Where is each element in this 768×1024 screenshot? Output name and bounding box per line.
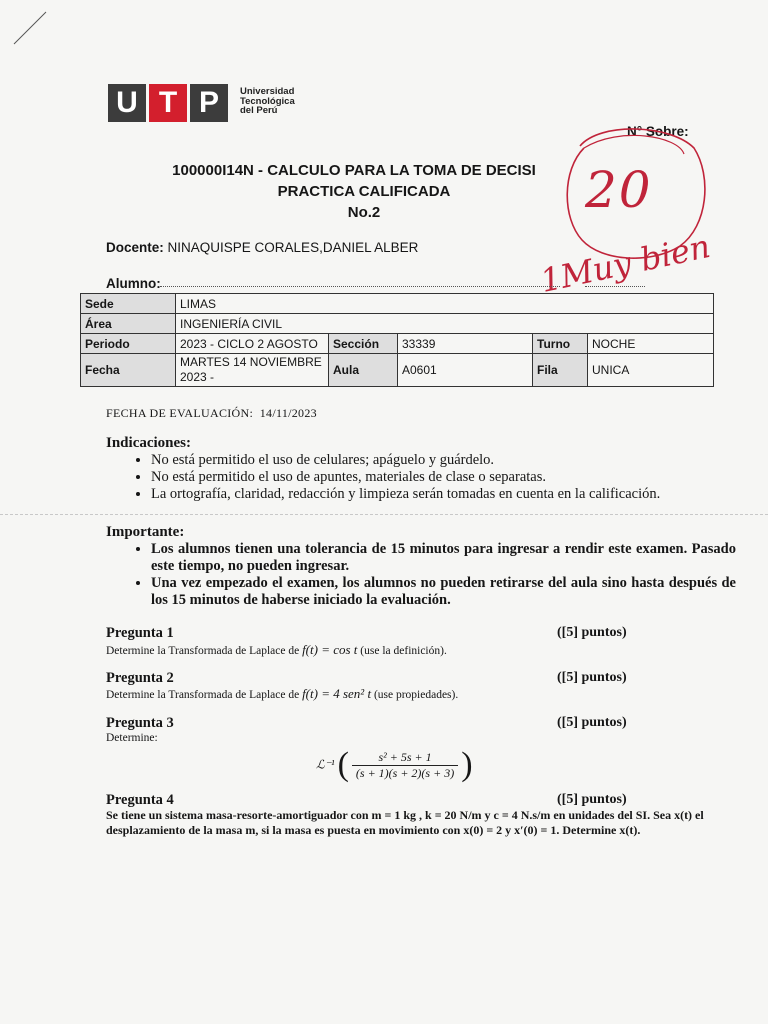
seccion-value: 33339: [398, 334, 533, 354]
pencil-mark: [0, 0, 60, 60]
sede-label: Sede: [81, 294, 176, 314]
list-item: • Una vez empezado el examen, los alumnos no pueden retirarse del aula sino hasta después de los 15 minutos de haberse iniciado la evaluación.: [151, 575, 736, 609]
docente-line: [106, 240, 418, 255]
fraction-denominator: (s + 1)(s + 2)(s + 3): [355, 765, 455, 780]
periodo-label: Periodo: [81, 334, 176, 354]
university-name: Universidad Tecnológica del Perú: [240, 86, 295, 116]
info-table: [80, 293, 714, 387]
fila-value: UNICA: [588, 354, 714, 387]
pregunta-1-text: Determine la Transformada de Laplace de f(t) = cos t (use la definición).: [106, 642, 447, 657]
pregunta-3-points: ([5] puntos): [557, 715, 627, 730]
aula-label: Aula: [329, 354, 398, 387]
logo-letter-t: T: [149, 84, 187, 122]
docente-label: Docente:: [106, 240, 164, 255]
docente-name: NINAQUISPE CORALES,DANIEL ALBER: [167, 240, 419, 255]
alumno-line: [160, 276, 560, 287]
subtitle: PRACTICA CALIFICADA: [277, 183, 451, 200]
sobre-label: N° Sobre:: [627, 124, 689, 139]
list-item: • Los alumnos tienen una tolerancia de 15 minutos para ingresar a rendir este examen. Pasado este tiempo, no pueden ingresar.: [151, 541, 736, 575]
course-title: 100000I14N - CALCULO PARA LA TOMA DE DECISI: [172, 162, 536, 179]
area-value: INGENIERÍA CIVIL: [176, 314, 714, 334]
pregunta-2-title: Pregunta 2: [106, 670, 174, 686]
area-label: Área: [81, 314, 176, 334]
logo-letter-u: U: [108, 84, 146, 122]
fecha-value: MARTES 14 NOVIEMBRE 2023 -: [176, 354, 329, 387]
logo-letter-p: P: [190, 84, 228, 122]
fold-line: [0, 514, 768, 517]
practice-number: No.2: [347, 204, 381, 221]
importante-title: Importante:: [106, 524, 185, 540]
laplace-operator: ℒ⁻¹: [316, 757, 335, 772]
list-item: • No está permitido el uso de apuntes, materiales de clase o separatas.: [151, 469, 761, 486]
pregunta-4-points: ([5] puntos): [557, 792, 627, 807]
alumno-label: Alumno:: [106, 276, 161, 291]
fraction: [352, 750, 458, 781]
fila-label: Fila: [533, 354, 588, 387]
aula-value: A0601: [398, 354, 533, 387]
table-row: [81, 314, 714, 334]
evaluation-date: FECHA DE EVALUACIÓN: 14/11/2023: [106, 406, 317, 420]
list-item: • La ortografía, claridad, redacción y limpieza serán tomadas en cuenta en la calificación.: [151, 486, 761, 503]
pregunta-2-points: ([5] puntos): [557, 670, 627, 685]
pregunta-4-title: Pregunta 4: [106, 792, 174, 808]
indicaciones-list: [106, 452, 761, 503]
pregunta-4-text: Se tiene un sistema masa-resorte-amortiguador con m = 1 kg , k = 20 N/m y c = 4 N.s/m en unidades del SI. Sea x(t) el desplazamiento de la masa m, si la masa es puesta en movimiento con x(0) = 2 y x′(0) = 1. Determine x(t).: [106, 808, 704, 837]
fecha-label: Fecha: [81, 354, 176, 387]
pregunta-3-text: Determine:: [106, 732, 158, 744]
pregunta-1-points: ([5] puntos): [557, 625, 627, 640]
table-row: [81, 334, 714, 354]
fraction-numerator: s² + 5s + 1: [352, 750, 458, 766]
laplace-inverse-formula: ℒ⁻¹ ( $\frac{\text{s² + 5s + 1}}{(s + 1)(s + 2)(s + 3)}$ ): [316, 746, 473, 783]
pregunta-1-title: Pregunta 1: [106, 625, 174, 641]
periodo-value: 2023 - CICLO 2 AGOSTO: [176, 334, 329, 354]
sede-value: LIMAS: [176, 294, 714, 314]
seccion-label: Sección: [329, 334, 398, 354]
importante-list: [106, 541, 736, 609]
turno-value: NOCHE: [588, 334, 714, 354]
signature: 1Muy bien: [537, 227, 714, 300]
list-item: • No está permitido el uso de celulares; apáguelo y guárdelo.: [151, 452, 761, 469]
table-row: [81, 354, 714, 387]
utp-logo: [108, 84, 231, 122]
grade-score: 20: [585, 161, 653, 219]
alumno-line-end: [585, 276, 645, 287]
table-row: [81, 294, 714, 314]
pregunta-3-title: Pregunta 3: [106, 715, 174, 731]
indicaciones-title: Indicaciones:: [106, 435, 192, 451]
turno-label: Turno: [533, 334, 588, 354]
pregunta-2-text: Determine la Transformada de Laplace de f(t) = 4 sen² t (use propiedades).: [106, 686, 459, 701]
